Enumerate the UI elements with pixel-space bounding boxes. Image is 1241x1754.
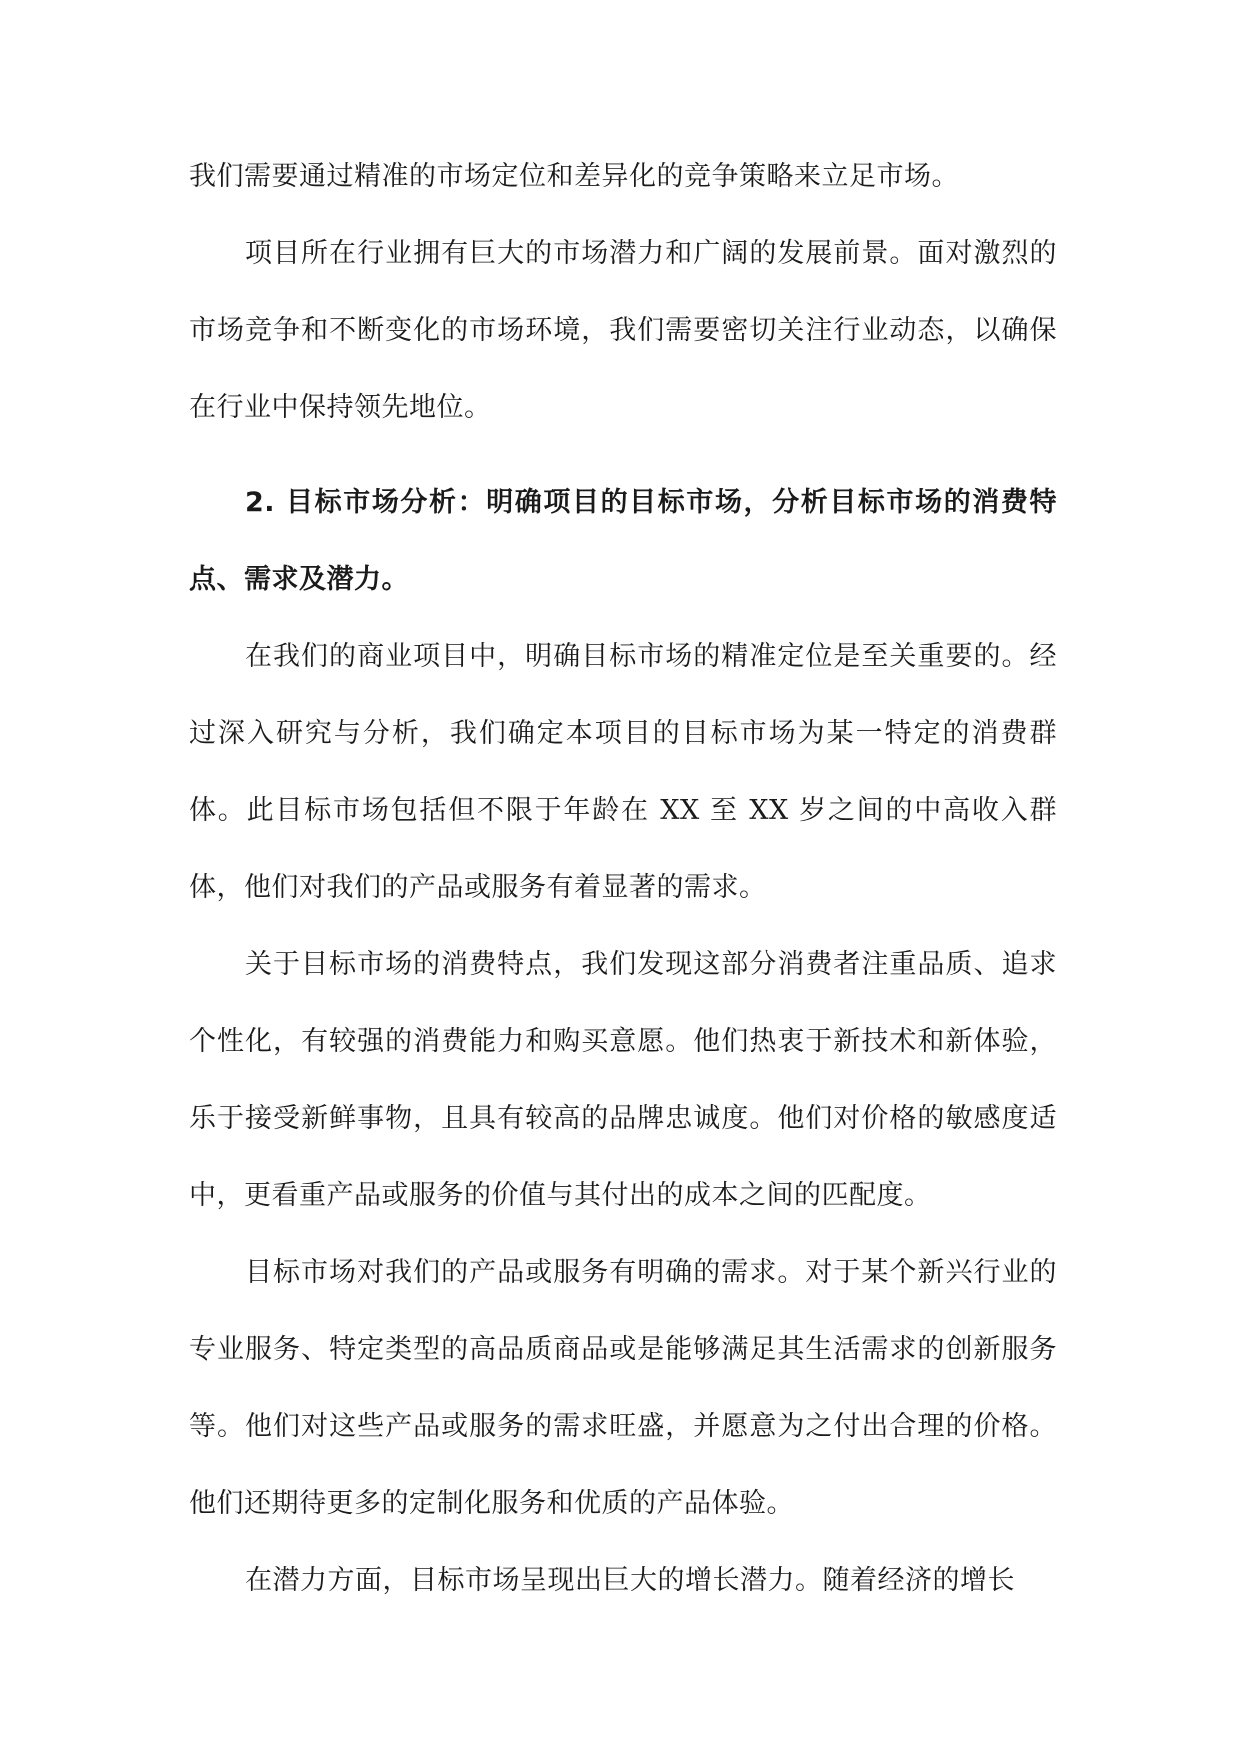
- paragraph-market-potential: 在潜力方面，目标市场呈现出巨大的增长潜力。随着经济的增长: [245, 1565, 1015, 1596]
- document-body: [189, 138, 1057, 1619]
- paragraph-continuation: 我们需要通过精准的市场定位和差异化的竞争策略来立足市场。: [189, 161, 959, 192]
- paragraph-market-demand: 目标市场对我们的产品或服务有明确的需求。对于某个新兴行业的专业服务、特定类型的高品质商品或是能够满足其生活需求的创新服务等。他们对这些产品或服务的需求旺盛，并愿意为之付出合理的价格。他们还期待更多的定制化服务和优质的产品体验。: [189, 1257, 1057, 1519]
- paragraph-consumer-traits: 关于目标市场的消费特点，我们发现这部分消费者注重品质、追求个性化，有较强的消费能力和购买意愿。他们热衷于新技术和新体验，乐于接受新鲜事物，且具有较高的品牌忠诚度。他们对价格的敏感度适中，更看重产品或服务的价值与其付出的成本之间的匹配度。: [189, 949, 1057, 1211]
- paragraph-target-market: 在我们的商业项目中，明确目标市场的精准定位是至关重要的。经过深入研究与分析，我们确定本项目的目标市场为某一特定的消费群体。此目标市场包括但不限于年龄在 XX 至 XX 岁之间的中高收入群体，他们对我们的产品或服务有着显著的需求。: [189, 641, 1057, 903]
- paragraph-industry-outlook: 项目所在行业拥有巨大的市场潜力和广阔的发展前景。面对激烈的市场竞争和不断变化的市场环境，我们需要密切关注行业动态，以确保在行业中保持领先地位。: [189, 238, 1057, 423]
- section-heading: 2. 目标市场分析：明确项目的目标市场，分析目标市场的消费特点、需求及潜力。: [189, 487, 1057, 595]
